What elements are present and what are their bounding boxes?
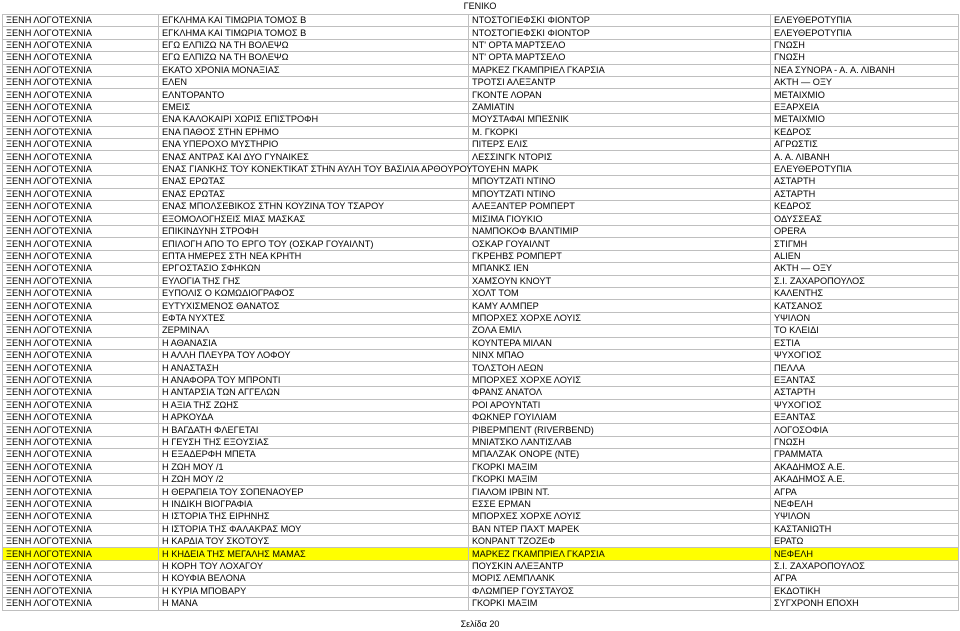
publisher-cell: ΜΕΤΑΙΧΜΙΟ — [771, 114, 959, 126]
publisher-cell: ΑΣΤΑΡΤΗ — [771, 188, 959, 200]
author-cell: ΜΑΡΚΕΖ ΓΚΑΜΠΡΙΕΛ ΓΚΑΡΣΙΑ — [469, 548, 771, 560]
publisher-cell: ΝΕΦΕΛΗ — [771, 498, 959, 510]
table-row — [3, 523, 959, 535]
category-cell: ΞΕΝΗ ΛΟΓΟΤΕΧΝΙΑ — [3, 337, 159, 349]
title-cell: ΕΓΩ ΕΛΠΙΖΩ ΝΑ ΤΗ ΒΟΛΕΨΩ — [159, 39, 469, 51]
table-row — [3, 188, 959, 200]
table-row — [3, 213, 959, 225]
author-cell: ΦΩΚΝΕΡ ΓΟΥΙΛΙΑΜ — [469, 412, 771, 424]
publisher-cell: ΑΓΡΑ — [771, 486, 959, 498]
title-cell: Η ΚΥΡΙΑ ΜΠΟΒΑΡΥ — [159, 585, 469, 597]
author-cell: ΚΟΥΝΤΕΡΑ ΜΙΛΑΝ — [469, 337, 771, 349]
category-cell: ΞΕΝΗ ΛΟΓΟΤΕΧΝΙΑ — [3, 52, 159, 64]
category-cell: ΞΕΝΗ ΛΟΓΟΤΕΧΝΙΑ — [3, 64, 159, 76]
author-cell: ΤΟΥΕΗΝ ΜΑΡΚ — [469, 163, 771, 175]
publisher-cell: ΛΟΓΟΣΟΦΙΑ — [771, 424, 959, 436]
table-row — [3, 15, 959, 27]
title-cell: ΕΝΑΣ ΜΠΟΛΣΕΒΙΚΟΣ ΣΤΗΝ ΚΟΥΖΙΝΑ ΤΟΥ ΤΣΑΡΟΥ — [159, 201, 469, 213]
title-cell: ΕΝΑΣ ΑΝΤΡΑΣ ΚΑΙ ΔΥΟ ΓΥΝΑΙΚΕΣ — [159, 151, 469, 163]
author-cell: ΜΠΟΡΧΕΣ ΧΟΡΧΕ ΛΟΥΙΣ — [469, 511, 771, 523]
category-cell: ΞΕΝΗ ΛΟΓΟΤΕΧΝΙΑ — [3, 176, 159, 188]
table-row — [3, 548, 959, 560]
author-cell: ΖΟΛΑ ΕΜΙΛ — [469, 325, 771, 337]
catalog-table — [2, 14, 959, 611]
table-row — [3, 39, 959, 51]
table-row — [3, 412, 959, 424]
category-cell: ΞΕΝΗ ΛΟΓΟΤΕΧΝΙΑ — [3, 300, 159, 312]
table-row — [3, 275, 959, 287]
table-row — [3, 126, 959, 138]
publisher-cell: OPERA — [771, 225, 959, 237]
table-row — [3, 201, 959, 213]
category-cell: ΞΕΝΗ ΛΟΓΟΤΕΧΝΙΑ — [3, 39, 159, 51]
publisher-cell: ΚΕΔΡΟΣ — [771, 126, 959, 138]
author-cell: ΛΕΣΣΙΝΓΚ ΝΤΟΡΙΣ — [469, 151, 771, 163]
publisher-cell: ΣΥΓΧΡΟΝΗ ΕΠΟΧΗ — [771, 598, 959, 610]
publisher-cell: ΑΓΡΩΣΤΙΣ — [771, 139, 959, 151]
author-cell: ΦΡΑΝΣ ΑΝΑΤΟΛ — [469, 387, 771, 399]
title-cell: Η ΚΗΔΕΙΑ ΤΗΣ ΜΕΓΑΛΗΣ ΜΑΜΑΣ — [159, 548, 469, 560]
author-cell: ΜΙΣΙΜΑ ΓΙΟΥΚΙΟ — [469, 213, 771, 225]
author-cell: ΝΑΜΠΟΚΟΦ ΒΛΑΝΤΙΜΙΡ — [469, 225, 771, 237]
category-cell: ΞΕΝΗ ΛΟΓΟΤΕΧΝΙΑ — [3, 225, 159, 237]
author-cell: ΝΤ' ΟΡΤΑ ΜΑΡΤΣΕΛΟ — [469, 39, 771, 51]
catalog-table-body — [3, 15, 959, 611]
publisher-cell: ΕΛΕΥΘΕΡΟΤΥΠΙΑ — [771, 15, 959, 27]
publisher-cell: ΕΛΕΥΘΕΡΟΤΥΠΙΑ — [771, 163, 959, 175]
category-cell: ΞΕΝΗ ΛΟΓΟΤΕΧΝΙΑ — [3, 213, 159, 225]
publisher-cell: ΚΑΤΣΑΝΟΣ — [771, 300, 959, 312]
title-cell: ΕΝΑ ΚΑΛΟΚΑΙΡΙ ΧΩΡΙΣ ΕΠΙΣΤΡΟΦΗ — [159, 114, 469, 126]
title-cell: Η ΑΞΙΑ ΤΗΣ ΖΩΗΣ — [159, 399, 469, 411]
category-cell: ΞΕΝΗ ΛΟΓΟΤΕΧΝΙΑ — [3, 188, 159, 200]
publisher-cell: ΜΕΤΑΙΧΜΙΟ — [771, 89, 959, 101]
category-cell: ΞΕΝΗ ΛΟΓΟΤΕΧΝΙΑ — [3, 486, 159, 498]
title-cell: Η ΒΑΓΔΑΤΗ ΦΛΕΓΕΤΑΙ — [159, 424, 469, 436]
category-cell: ΞΕΝΗ ΛΟΓΟΤΕΧΝΙΑ — [3, 362, 159, 374]
publisher-cell: ΕΡΑΤΩ — [771, 536, 959, 548]
category-cell: ΞΕΝΗ ΛΟΓΟΤΕΧΝΙΑ — [3, 536, 159, 548]
author-cell: ΝΙΝΧ ΜΠΑΟ — [469, 349, 771, 361]
publisher-cell: ΚΕΔΡΟΣ — [771, 201, 959, 213]
publisher-cell: ΕΞΑΡΧΕΙΑ — [771, 101, 959, 113]
publisher-cell: ΟΔΥΣΣΕΑΣ — [771, 213, 959, 225]
table-row — [3, 511, 959, 523]
table-row — [3, 536, 959, 548]
table-row — [3, 139, 959, 151]
category-cell: ΞΕΝΗ ΛΟΓΟΤΕΧΝΙΑ — [3, 287, 159, 299]
table-row — [3, 325, 959, 337]
table-row — [3, 64, 959, 76]
publisher-cell: ΚΑΣΤΑΝΙΩΤΗ — [771, 523, 959, 535]
title-cell: ΕΥΛΟΓΙΑ ΤΗΣ ΓΗΣ — [159, 275, 469, 287]
title-cell: Η ΚΑΡΔΙΑ ΤΟΥ ΣΚΟΤΟΥΣ — [159, 536, 469, 548]
publisher-cell: ΕΚΔΟΤΙΚΗ — [771, 585, 959, 597]
author-cell: ΠΙΤΕΡΣ ΕΛΙΣ — [469, 139, 771, 151]
publisher-cell: ΓΝΩΣΗ — [771, 52, 959, 64]
category-cell: ΞΕΝΗ ΛΟΓΟΤΕΧΝΙΑ — [3, 263, 159, 275]
category-cell: ΞΕΝΗ ΛΟΓΟΤΕΧΝΙΑ — [3, 399, 159, 411]
author-cell: ΜΠΑΛΖΑΚ ΟΝΟΡΕ (ΝΤΕ) — [469, 449, 771, 461]
title-cell: ΕΛΝΤΟΡΑΝΤΟ — [159, 89, 469, 101]
author-cell: ΓΙΑΛΟΜ ΙΡΒΙΝ ΝΤ. — [469, 486, 771, 498]
title-cell: ΕΠΙΚΙΝΔΥΝΗ ΣΤΡΟΦΗ — [159, 225, 469, 237]
table-row — [3, 374, 959, 386]
category-cell: ΞΕΝΗ ΛΟΓΟΤΕΧΝΙΑ — [3, 89, 159, 101]
page-header: ΓΕΝΙΚΟ — [463, 1, 497, 11]
title-cell: Η ΖΩΗ ΜΟΥ /1 — [159, 461, 469, 473]
author-cell: ΖΑΜΙΑΤΙΝ — [469, 101, 771, 113]
title-cell: Η ΘΕΡΑΠΕΙΑ ΤΟΥ ΣΟΠΕΝΑΟΥΕΡ — [159, 486, 469, 498]
table-row — [3, 101, 959, 113]
publisher-cell: ΚΑΛΕΝΤΗΣ — [771, 287, 959, 299]
publisher-cell: Σ.Ι. ΖΑΧΑΡΟΠΟΥΛΟΣ — [771, 275, 959, 287]
table-row — [3, 176, 959, 188]
table-row — [3, 312, 959, 324]
publisher-cell: ΓΝΩΣΗ — [771, 39, 959, 51]
table-row — [3, 585, 959, 597]
title-cell: Η ΑΛΛΗ ΠΛΕΥΡΑ ΤΟΥ ΛΟΦΟΥ — [159, 349, 469, 361]
table-row — [3, 114, 959, 126]
title-cell: ΕΓΩ ΕΛΠΙΖΩ ΝΑ ΤΗ ΒΟΛΕΨΩ — [159, 52, 469, 64]
author-cell: ΕΣΣΕ ΕΡΜΑΝ — [469, 498, 771, 510]
category-cell: ΞΕΝΗ ΛΟΓΟΤΕΧΝΙΑ — [3, 151, 159, 163]
table-row — [3, 287, 959, 299]
title-cell: Η ΑΝΑΦΟΡΑ ΤΟΥ ΜΠΡΟΝΤΙ — [159, 374, 469, 386]
category-cell: ΞΕΝΗ ΛΟΓΟΤΕΧΝΙΑ — [3, 598, 159, 610]
category-cell: ΞΕΝΗ ΛΟΓΟΤΕΧΝΙΑ — [3, 126, 159, 138]
author-cell: ΜΠΟΡΧΕΣ ΧΟΡΧΕ ΛΟΥΙΣ — [469, 312, 771, 324]
author-cell: ΒΑΝ ΝΤΕΡ ΠΑΧΤ ΜΑΡΕΚ — [469, 523, 771, 535]
author-cell: ΜΠΟΡΧΕΣ ΧΟΡΧΕ ΛΟΥΙΣ — [469, 374, 771, 386]
publisher-cell: ΣΤΙΓΜΗ — [771, 238, 959, 250]
title-cell: Η ΖΩΗ ΜΟΥ /2 — [159, 474, 469, 486]
publisher-cell: Σ.Ι. ΖΑΧΑΡΟΠΟΥΛΟΣ — [771, 560, 959, 572]
table-row — [3, 300, 959, 312]
author-cell: ΓΚΡΕΗΒΣ ΡΟΜΠΕΡΤ — [469, 250, 771, 262]
category-cell: ΞΕΝΗ ΛΟΓΟΤΕΧΝΙΑ — [3, 77, 159, 89]
author-cell: ΝΤ' ΟΡΤΑ ΜΑΡΤΣΕΛΟ — [469, 52, 771, 64]
category-cell: ΞΕΝΗ ΛΟΓΟΤΕΧΝΙΑ — [3, 139, 159, 151]
table-row — [3, 399, 959, 411]
category-cell: ΞΕΝΗ ΛΟΓΟΤΕΧΝΙΑ — [3, 275, 159, 287]
category-cell: ΞΕΝΗ ΛΟΓΟΤΕΧΝΙΑ — [3, 412, 159, 424]
title-cell: ΕΝΑ ΥΠΕΡΟΧΟ ΜΥΣΤΗΡΙΟ — [159, 139, 469, 151]
title-cell: Η ΑΘΑΝΑΣΙΑ — [159, 337, 469, 349]
publisher-cell: ΨΥΧΟΓΙΟΣ — [771, 349, 959, 361]
title-cell: ΕΠΤΑ ΗΜΕΡΕΣ ΣΤΗ ΝΕΑ ΚΡΗΤΗ — [159, 250, 469, 262]
publisher-cell: ΥΨΙΛΟΝ — [771, 312, 959, 324]
table-row — [3, 27, 959, 39]
author-cell: ΤΟΛΣΤΟΗ ΛΕΩΝ — [469, 362, 771, 374]
author-cell: ΡΙΒΕΡΜΠΕΝΤ (RIVERBEND) — [469, 424, 771, 436]
table-row — [3, 362, 959, 374]
publisher-cell: ΓΡΑΜΜΑΤΑ — [771, 449, 959, 461]
author-cell: ΜΟΥΣΤΑΦΑΙ ΜΠΕΣΝΙΚ — [469, 114, 771, 126]
title-cell: ΕΛΕΝ — [159, 77, 469, 89]
author-cell: ΦΛΩΜΠΕΡ ΓΟΥΣΤΑΥΟΣ — [469, 585, 771, 597]
category-cell: ΞΕΝΗ ΛΟΓΟΤΕΧΝΙΑ — [3, 424, 159, 436]
title-cell: ΖΕΡΜΙΝΑΛ — [159, 325, 469, 337]
title-cell: ΕΓΚΛΗΜΑ ΚΑΙ ΤΙΜΩΡΙΑ ΤΟΜΟΣ Β — [159, 15, 469, 27]
author-cell: ΜΟΡΙΣ ΛΕΜΠΛΑΝΚ — [469, 573, 771, 585]
category-cell: ΞΕΝΗ ΛΟΓΟΤΕΧΝΙΑ — [3, 548, 159, 560]
author-cell: ΝΤΟΣΤΟΓΙΕΦΣΚΙ ΦΙΟΝΤΟΡ — [469, 15, 771, 27]
title-cell: ΕΚΑΤΟ ΧΡΟΝΙΑ ΜΟΝΑΞΙΑΣ — [159, 64, 469, 76]
publisher-cell: ΠΕΛΛΑ — [771, 362, 959, 374]
publisher-cell: ΑΚΤΗ — ΟΞΥ — [771, 77, 959, 89]
page-number: Σελίδα 20 — [460, 619, 500, 629]
category-cell: ΞΕΝΗ ΛΟΓΟΤΕΧΝΙΑ — [3, 461, 159, 473]
category-cell: ΞΕΝΗ ΛΟΓΟΤΕΧΝΙΑ — [3, 201, 159, 213]
category-cell: ΞΕΝΗ ΛΟΓΟΤΕΧΝΙΑ — [3, 163, 159, 175]
title-cell: Η ΓΕΥΣΗ ΤΗΣ ΕΞΟΥΣΙΑΣ — [159, 436, 469, 448]
table-row — [3, 560, 959, 572]
title-cell: ΕΝΑΣ ΕΡΩΤΑΣ — [159, 188, 469, 200]
table-row — [3, 238, 959, 250]
publisher-cell: ΨΥΧΟΓΙΟΣ — [771, 399, 959, 411]
table-row — [3, 598, 959, 610]
category-cell: ΞΕΝΗ ΛΟΓΟΤΕΧΝΙΑ — [3, 387, 159, 399]
publisher-cell: ΑΣΤΑΡΤΗ — [771, 176, 959, 188]
category-cell: ΞΕΝΗ ΛΟΓΟΤΕΧΝΙΑ — [3, 374, 159, 386]
category-cell: ΞΕΝΗ ΛΟΓΟΤΕΧΝΙΑ — [3, 474, 159, 486]
category-cell: ΞΕΝΗ ΛΟΓΟΤΕΧΝΙΑ — [3, 101, 159, 113]
title-cell: ΕΥΤΥΧΙΣΜΕΝΟΣ ΘΑΝΑΤΟΣ — [159, 300, 469, 312]
publisher-cell: ALIEN — [771, 250, 959, 262]
author-cell: ΧΟΛΤ ΤΟΜ — [469, 287, 771, 299]
table-row — [3, 387, 959, 399]
publisher-cell: ΑΚΤΗ — ΟΞΥ — [771, 263, 959, 275]
publisher-cell: Α. Α. ΛΙΒΑΝΗ — [771, 151, 959, 163]
category-cell: ΞΕΝΗ ΛΟΓΟΤΕΧΝΙΑ — [3, 436, 159, 448]
author-cell: ΓΚΟΡΚΙ ΜΑΞΙΜ — [469, 598, 771, 610]
title-cell: ΕΝΑΣ ΓΙΑΝΚΗΣ ΤΟΥ ΚΟΝΕΚΤΙΚΑΤ ΣΤΗΝ ΑΥΛΗ ΤΟΥ ΒΑΣΙΛΙΑ ΑΡΘΟΥΡΟΥ — [159, 163, 469, 175]
table-row — [3, 225, 959, 237]
category-cell: ΞΕΝΗ ΛΟΓΟΤΕΧΝΙΑ — [3, 312, 159, 324]
table-row — [3, 573, 959, 585]
author-cell: ΤΡΟΤΣΙ ΑΛΕΞΑΝΤΡ — [469, 77, 771, 89]
author-cell: ΑΛΕΞΑΝΤΕΡ ΡΟΜΠΕΡΤ — [469, 201, 771, 213]
table-row — [3, 163, 959, 175]
title-cell: Η ΕΞΑΔΕΡΦΗ ΜΠΕΤΑ — [159, 449, 469, 461]
table-row — [3, 77, 959, 89]
title-cell: Η ΚΟΡΗ ΤΟΥ ΛΟΧΑΓΟΥ — [159, 560, 469, 572]
title-cell: ΕΝΑ ΠΑΘΟΣ ΣΤΗΝ ΕΡΗΜΟ — [159, 126, 469, 138]
title-cell: ΕΞΟΜΟΛΟΓΗΣΕΙΣ ΜΙΑΣ ΜΑΣΚΑΣ — [159, 213, 469, 225]
author-cell: ΧΑΜΣΟΥΝ ΚΝΟΥΤ — [469, 275, 771, 287]
title-cell: Η ΚΟΥΦΙΑ ΒΕΛΟΝΑ — [159, 573, 469, 585]
title-cell: ΕΥΠΟΛΙΣ Ο ΚΩΜΩΔΙΟΓΡΑΦΟΣ — [159, 287, 469, 299]
publisher-cell: ΕΞΑΝΤΑΣ — [771, 412, 959, 424]
category-cell: ΞΕΝΗ ΛΟΓΟΤΕΧΝΙΑ — [3, 585, 159, 597]
table-row — [3, 486, 959, 498]
author-cell: ΓΚΟΡΚΙ ΜΑΞΙΜ — [469, 474, 771, 486]
title-cell: Η ΜΑΝΑ — [159, 598, 469, 610]
publisher-cell: ΑΚΑΔΗΜΟΣ Α.Ε. — [771, 461, 959, 473]
table-row — [3, 349, 959, 361]
table-row — [3, 52, 959, 64]
table-row — [3, 498, 959, 510]
table-row — [3, 89, 959, 101]
publisher-cell: ΝΕΑ ΣΥΝΟΡΑ - Α. Α. ΛΙΒΑΝΗ — [771, 64, 959, 76]
title-cell: Η ΑΡΚΟΥΔΑ — [159, 412, 469, 424]
publisher-cell: ΕΣΤΙΑ — [771, 337, 959, 349]
title-cell: ΕΡΓΟΣΤΑΣΙΟ ΣΦΗΚΩΝ — [159, 263, 469, 275]
author-cell: ΜΑΡΚΕΖ ΓΚΑΜΠΡΙΕΛ ΓΚΑΡΣΙΑ — [469, 64, 771, 76]
publisher-cell: ΥΨΙΛΟΝ — [771, 511, 959, 523]
title-cell: Η ΑΝΑΣΤΑΣΗ — [159, 362, 469, 374]
publisher-cell: ΑΣΤΑΡΤΗ — [771, 387, 959, 399]
title-cell: ΕΜΕΙΣ — [159, 101, 469, 113]
author-cell: ΠΟΥΣΚΙΝ ΑΛΕΞΑΝΤΡ — [469, 560, 771, 572]
title-cell: ΕΠΙΛΟΓΗ ΑΠΟ ΤΟ ΕΡΓΟ ΤΟΥ (ΟΣΚΑΡ ΓΟΥΑΙΛΝΤ) — [159, 238, 469, 250]
author-cell: ΜΝΙΑΤΣΚΟ ΛΑΝΤΙΣΛΑΒ — [469, 436, 771, 448]
category-cell: ΞΕΝΗ ΛΟΓΟΤΕΧΝΙΑ — [3, 238, 159, 250]
title-cell: ΕΓΚΛΗΜΑ ΚΑΙ ΤΙΜΩΡΙΑ ΤΟΜΟΣ Β — [159, 27, 469, 39]
title-cell: ΕΦΤΑ ΝΥΧΤΕΣ — [159, 312, 469, 324]
author-cell: ΜΠΑΝΚΣ ΙΕΝ — [469, 263, 771, 275]
publisher-cell: ΑΚΑΔΗΜΟΣ Α.Ε. — [771, 474, 959, 486]
author-cell: ΚΟΝΡΑΝΤ ΤΖΟΖΕΦ — [469, 536, 771, 548]
title-cell: ΕΝΑΣ ΕΡΩΤΑΣ — [159, 176, 469, 188]
table-row — [3, 151, 959, 163]
title-cell: Η ΙΣΤΟΡΙΑ ΤΗΣ ΦΑΛΑΚΡΑΣ ΜΟΥ — [159, 523, 469, 535]
category-cell: ΞΕΝΗ ΛΟΓΟΤΕΧΝΙΑ — [3, 573, 159, 585]
publisher-cell: ΑΓΡΑ — [771, 573, 959, 585]
publisher-cell: ΤΟ ΚΛΕΙΔΙ — [771, 325, 959, 337]
category-cell: ΞΕΝΗ ΛΟΓΟΤΕΧΝΙΑ — [3, 250, 159, 262]
publisher-cell: ΝΕΦΕΛΗ — [771, 548, 959, 560]
table-row — [3, 337, 959, 349]
publisher-cell: ΕΛΕΥΘΕΡΟΤΥΠΙΑ — [771, 27, 959, 39]
table-row — [3, 250, 959, 262]
category-cell: ΞΕΝΗ ΛΟΓΟΤΕΧΝΙΑ — [3, 523, 159, 535]
title-cell: Η ΙΣΤΟΡΙΑ ΤΗΣ ΕΙΡΗΝΗΣ — [159, 511, 469, 523]
author-cell: ΡΟΙ ΑΡΟΥΝΤΑΤΙ — [469, 399, 771, 411]
table-row — [3, 424, 959, 436]
category-cell: ΞΕΝΗ ΛΟΓΟΤΕΧΝΙΑ — [3, 349, 159, 361]
author-cell: ΟΣΚΑΡ ΓΟΥΑΙΛΝΤ — [469, 238, 771, 250]
category-cell: ΞΕΝΗ ΛΟΓΟΤΕΧΝΙΑ — [3, 498, 159, 510]
author-cell: ΚΑΜΥ ΑΛΜΠΕΡ — [469, 300, 771, 312]
category-cell: ΞΕΝΗ ΛΟΓΟΤΕΧΝΙΑ — [3, 27, 159, 39]
table-row — [3, 461, 959, 473]
category-cell: ΞΕΝΗ ΛΟΓΟΤΕΧΝΙΑ — [3, 511, 159, 523]
author-cell: ΓΚΟΝΤΕ ΛΟΡΑΝ — [469, 89, 771, 101]
table-row — [3, 263, 959, 275]
category-cell: ΞΕΝΗ ΛΟΓΟΤΕΧΝΙΑ — [3, 325, 159, 337]
author-cell: ΜΠΟΥΤΖΑΤΙ ΝΤΙΝΟ — [469, 176, 771, 188]
table-row — [3, 436, 959, 448]
category-cell: ΞΕΝΗ ΛΟΓΟΤΕΧΝΙΑ — [3, 114, 159, 126]
table-row — [3, 449, 959, 461]
table-row — [3, 474, 959, 486]
category-cell: ΞΕΝΗ ΛΟΓΟΤΕΧΝΙΑ — [3, 15, 159, 27]
title-cell: Η ΑΝΤΑΡΣΙΑ ΤΩΝ ΑΓΓΕΛΩΝ — [159, 387, 469, 399]
author-cell: Μ. ΓΚΟΡΚΙ — [469, 126, 771, 138]
category-cell: ΞΕΝΗ ΛΟΓΟΤΕΧΝΙΑ — [3, 449, 159, 461]
publisher-cell: ΕΞΑΝΤΑΣ — [771, 374, 959, 386]
author-cell: ΜΠΟΥΤΖΑΤΙ ΝΤΙΝΟ — [469, 188, 771, 200]
author-cell: ΓΚΟΡΚΙ ΜΑΞΙΜ — [469, 461, 771, 473]
title-cell: Η ΙΝΔΙΚΗ ΒΙΟΓΡΑΦΙΑ — [159, 498, 469, 510]
author-cell: ΝΤΟΣΤΟΓΙΕΦΣΚΙ ΦΙΟΝΤΟΡ — [469, 27, 771, 39]
publisher-cell: ΓΝΩΣΗ — [771, 436, 959, 448]
category-cell: ΞΕΝΗ ΛΟΓΟΤΕΧΝΙΑ — [3, 560, 159, 572]
